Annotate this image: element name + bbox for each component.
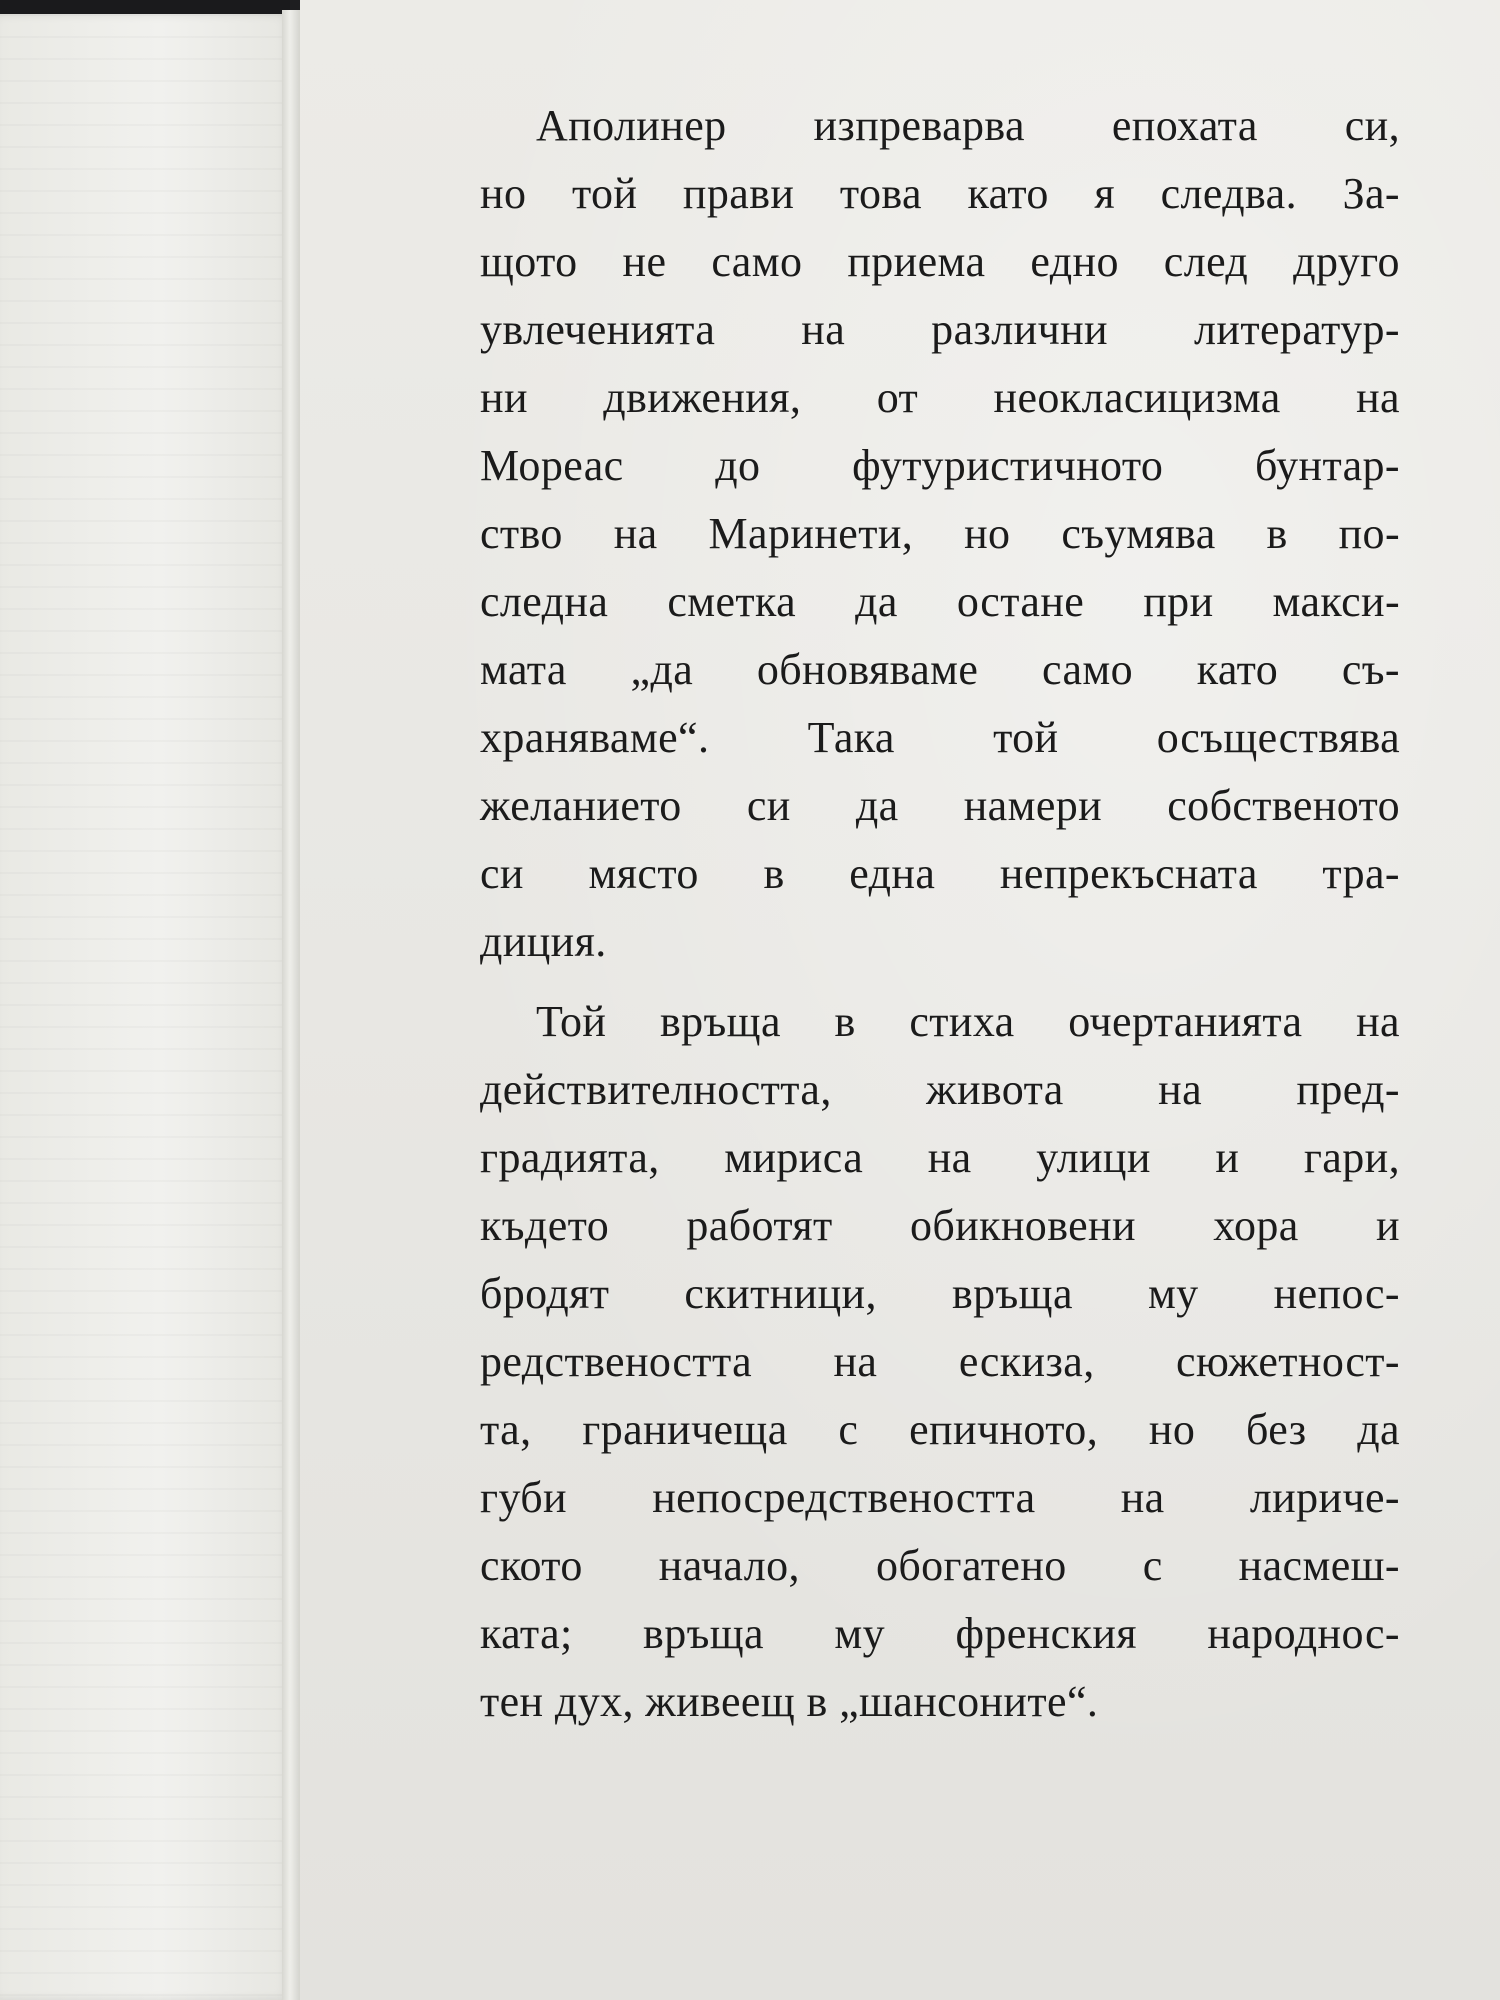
- text-line: ство на Маринети, но съумява в по-: [480, 509, 1400, 558]
- text-line: увлеченията на различни литератур-: [480, 305, 1400, 354]
- text-line: си място в една непрекъсната тра-: [480, 849, 1400, 898]
- text-line: където работят обикновени хора и: [480, 1201, 1400, 1250]
- text-line: Той връща в стиха очертанията на: [536, 997, 1400, 1046]
- page-edge: [282, 10, 302, 2000]
- text-line: мата „да обновяваме само като съ-: [480, 645, 1400, 694]
- paragraph-2: [480, 988, 1400, 1736]
- text-line: ското начало, обогатено с насмеш-: [480, 1541, 1400, 1590]
- body-text: [480, 92, 1400, 1736]
- right-page: [300, 0, 1500, 2000]
- text-line: Аполинер изпреварва епохата си,: [536, 101, 1400, 150]
- text-line: действителността, живота на пред-: [480, 1065, 1400, 1114]
- text-line: ката; връща му френския народнос-: [480, 1609, 1400, 1658]
- left-page: [0, 14, 292, 2000]
- text-line: тен дух, живеещ в „шансоните“.: [480, 1677, 1099, 1726]
- text-line: градията, мириса на улици и гари,: [480, 1133, 1400, 1182]
- paragraph-1: [480, 92, 1400, 976]
- text-line: но той прави това като я следва. За-: [480, 169, 1400, 218]
- text-line: желанието си да намери собственото: [480, 781, 1400, 830]
- paragraph-gap: [480, 976, 1400, 988]
- text-line: Мореас до футуристичното бунтар-: [480, 441, 1400, 490]
- text-line: редствеността на ескиза, сюжетност-: [480, 1337, 1400, 1386]
- text-line: ни движения, от неокласицизма на: [480, 373, 1400, 422]
- text-line: диция.: [480, 917, 607, 966]
- text-line: губи непосредствеността на лириче-: [480, 1473, 1400, 1522]
- text-line: бродят скитници, връща му непос-: [480, 1269, 1400, 1318]
- text-line: щото не само приема едно след друго: [480, 237, 1400, 286]
- text-line: храняваме“. Така той осъществява: [480, 713, 1400, 762]
- text-line: та, граничеща с епичното, но без да: [480, 1405, 1400, 1454]
- text-line: следна сметка да остане при макси-: [480, 577, 1400, 626]
